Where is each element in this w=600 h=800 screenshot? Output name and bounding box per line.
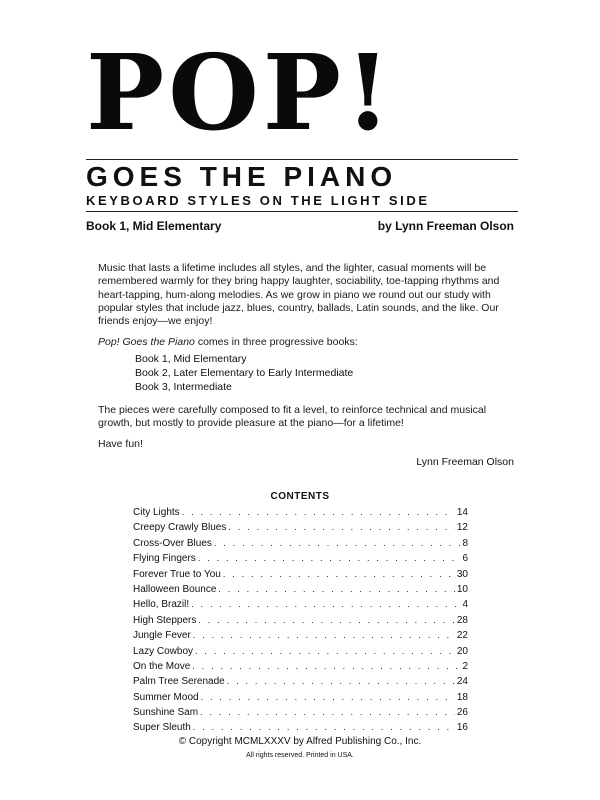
toc-page: 4 [462, 599, 468, 611]
toc-title: Sunshine Sam [133, 707, 199, 719]
intro-paragraph-text: Music that lasts a lifetime includes all styles, and the lighter, casual moments will be remembered warmly for they bring happy laughter, sociability, toe-tapping rhythms and heart-tapping, hum-along melodies. As we grow in piano we round out our study with popular styles that include jazz, blues, country, ballads, Latin sounds, and the like. Our friends enjoy—we enjoy! [98, 262, 500, 328]
toc-title: Super Sleuth [133, 722, 191, 734]
toc-page: 12 [456, 522, 468, 534]
book-list-item: Book 2, Later Elementary to Early Intermediate [135, 367, 354, 379]
toc-page: 8 [462, 537, 468, 549]
toc-entry [133, 569, 468, 584]
toc-title: Palm Tree Serenade [133, 676, 225, 688]
toc-page: 2 [462, 660, 468, 672]
author-signature: Lynn Freeman Olson [416, 456, 514, 468]
toc-page: 18 [456, 691, 468, 703]
toc-page: 28 [456, 614, 468, 626]
book-list-item: Book 3, Intermediate [135, 381, 232, 393]
toc-title: Hello, Brazil! [133, 599, 190, 611]
book-list [135, 352, 353, 394]
series-line [98, 336, 518, 349]
toc-entry [133, 707, 468, 722]
toc-entry [133, 615, 468, 630]
book-list-item: Book 1, Mid Elementary [135, 353, 247, 365]
toc-leader [191, 599, 460, 609]
purpose-paragraph [98, 404, 518, 431]
book-tagline: KEYBOARD STYLES ON THE LIGHT SIDE [86, 193, 430, 208]
toc-title: Lazy Cowboy [133, 645, 194, 657]
toc-entry [133, 507, 468, 522]
toc-leader [182, 507, 455, 517]
toc-entry [133, 676, 468, 691]
toc-entry [133, 630, 468, 645]
toc-entry [133, 553, 468, 568]
copyright-notice: © Copyright MCMLXXXV by Alfred Publishing Co., Inc. [178, 736, 422, 747]
toc-page: 14 [456, 507, 468, 518]
table-of-contents [133, 507, 468, 738]
toc-title: Flying Fingers [133, 553, 196, 565]
intro-paragraph [98, 262, 518, 328]
toc-leader [198, 615, 455, 625]
toc-title: Halloween Bounce [133, 583, 217, 595]
toc-page: 16 [456, 722, 468, 734]
toc-leader [214, 538, 461, 548]
closing-line: Have fun! [98, 438, 143, 450]
title-rule-top [86, 159, 518, 160]
toc-title: Summer Mood [133, 691, 199, 703]
series-line-text: comes in three progressive books: [194, 336, 358, 348]
toc-leader [200, 707, 455, 717]
toc-entry [133, 584, 468, 599]
toc-title: Forever True to You [133, 568, 221, 580]
toc-leader [227, 676, 455, 686]
toc-title: City Lights [133, 507, 180, 518]
title-rule-bottom [86, 211, 518, 212]
toc-title: On the Move [133, 660, 191, 672]
toc-leader [193, 722, 455, 732]
toc-page: 26 [456, 707, 468, 719]
book-title: POP! [86, 31, 395, 154]
toc-leader [192, 661, 460, 671]
toc-leader [198, 553, 461, 563]
toc-title: Jungle Fever [133, 630, 191, 642]
toc-page: 30 [456, 568, 468, 580]
toc-entry [133, 646, 468, 661]
toc-leader [218, 584, 454, 594]
toc-leader [193, 630, 455, 640]
toc-leader [223, 569, 455, 579]
toc-entry [133, 522, 468, 537]
toc-leader [201, 692, 455, 702]
toc-title: Creepy Crawly Blues [133, 522, 227, 534]
book-level: Book 1, Mid Elementary [86, 219, 222, 233]
toc-page: 24 [456, 676, 468, 688]
contents-heading: CONTENTS [270, 491, 330, 502]
toc-page: 22 [456, 630, 468, 642]
toc-entry [133, 661, 468, 676]
rights-notice: All rights reserved. Printed in USA. [246, 752, 354, 759]
toc-leader [195, 646, 455, 656]
toc-page: 10 [456, 583, 468, 595]
toc-entry [133, 538, 468, 553]
purpose-paragraph-text: The pieces were carefully composed to fit a level, to reinforce technical and musical growth, but mostly to provide pleasure at the piano—for a lifetime! [98, 404, 487, 430]
author-credit: by Lynn Freeman Olson [377, 219, 514, 233]
toc-page: 6 [462, 553, 468, 565]
toc-title: Cross-Over Blues [133, 537, 212, 549]
book-subtitle: GOES THE PIANO [86, 161, 398, 192]
toc-page: 20 [456, 645, 468, 657]
toc-leader [228, 522, 455, 532]
toc-title: High Steppers [133, 614, 197, 626]
series-title: Pop! Goes the Piano [98, 336, 195, 348]
toc-entry [133, 599, 468, 614]
toc-entry [133, 692, 468, 707]
